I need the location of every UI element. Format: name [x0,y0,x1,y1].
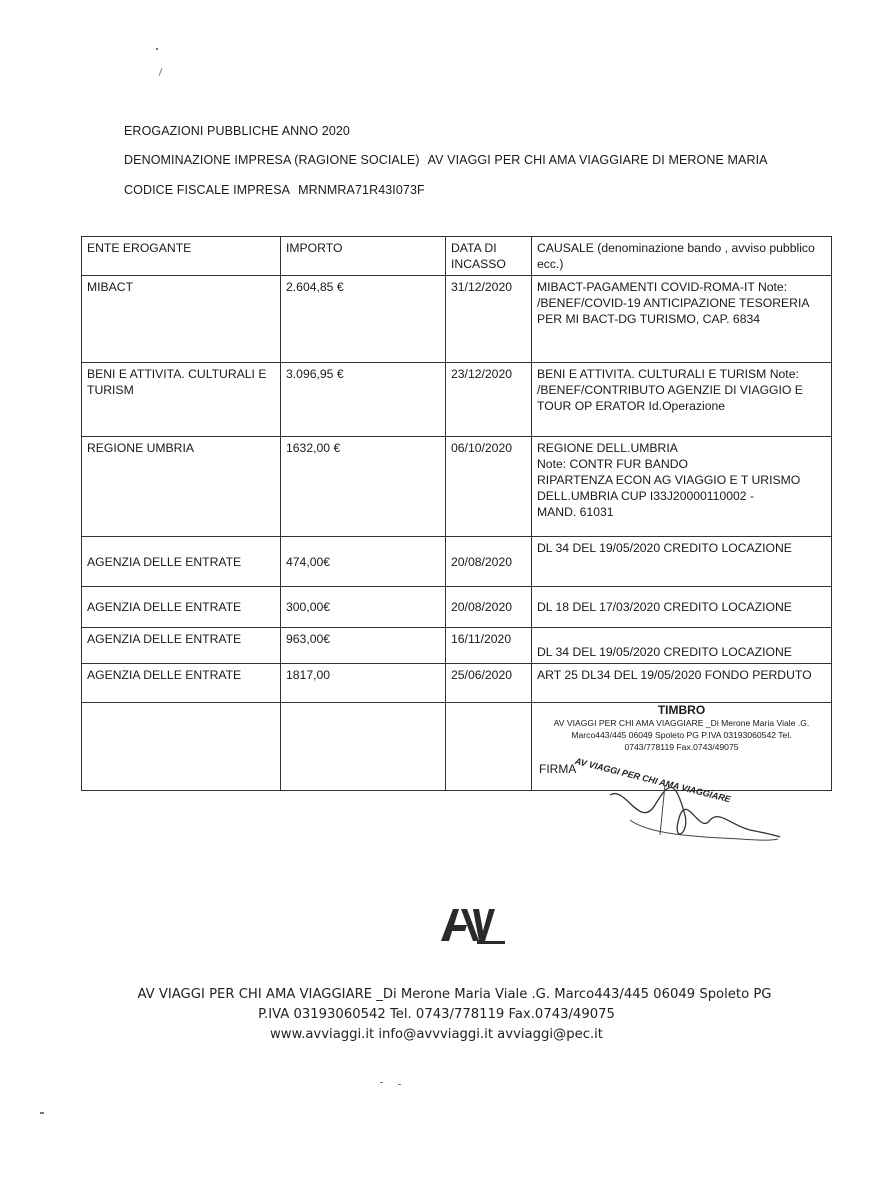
cell-empty [281,703,446,791]
company-name-label: DENOMINAZIONE IMPRESA (RAGIONE SOCIALE) [124,153,420,167]
grants-table [81,236,832,805]
cell-data: 20/08/2020 [446,537,532,587]
cell-data: 23/12/2020 [446,363,532,437]
cell-causale: DL 18 DEL 17/03/2020 CREDITO LOCAZIONE [532,587,832,628]
cell-ente: AGENZIA DELLE ENTRATE [82,628,281,664]
cell-data: 06/10/2020 [446,437,532,537]
cell-causale: DL 34 DEL 19/05/2020 CREDITO LOCAZIONE [532,537,832,587]
table-row [82,437,832,537]
table-row [82,537,832,587]
cell-ente: AGENZIA DELLE ENTRATE [82,587,281,628]
scan-speck [398,1084,401,1085]
cell-causale: DL 34 DEL 19/05/2020 CREDITO LOCAZIONE [532,628,832,664]
cell-empty [82,703,281,791]
cell-ente: AGENZIA DELLE ENTRATE [82,537,281,587]
cell-importo: 1817,00 [281,664,446,703]
footer-web: www.avviaggi.it info@avvviaggi.it avviaggi@pec.it [270,1027,603,1042]
stamp-title: TIMBRO [657,703,706,717]
handwritten-signature [580,775,790,855]
cell-data: 20/08/2020 [446,587,532,628]
signature-stamp: AV VIAGGI PER CHI AMA VIAGGIARE [573,755,732,805]
footer-contacts: P.IVA 03193060542 Tel. 0743/778119 Fax.0743/49075 [258,1007,615,1022]
cell-causale: REGIONE DELL.UMBRIA Note: CONTR FUR BANDO RIPARTENZA ECON AG VIAGGIO E T URISMO DELL.UMBRIA CUP I33J20000110002 - MAND. 61031 [532,437,832,537]
cell-causale: ART 25 DL34 DEL 19/05/2020 FONDO PERDUTO [532,664,832,703]
footer [0,985,873,1045]
cell-ente: BENI E ATTIVITA. CULTURALI E TURISM [82,363,281,437]
table-header-row [82,237,832,276]
header-importo: IMPORTO [281,237,446,276]
header-data: DATA DI INCASSO [446,237,532,276]
cell-importo: 474,00€ [281,537,446,587]
cell-importo: 1632,00 € [281,437,446,537]
company-name-line [124,153,768,167]
table-row [82,628,832,664]
cell-empty [446,703,532,791]
firma-label: FIRMA [539,762,577,776]
document-title: EROGAZIONI PUBBLICHE ANNO 2020 [124,124,350,138]
scan-speck [156,48,158,50]
cell-causale: BENI E ATTIVITA. CULTURALI E TURISM Note: /BENEF/CONTRIBUTO AGENZIE DI VIAGGIO E TOUR OP ERATOR Id.Operazione [532,363,832,437]
header-ente: ENTE EROGANTE [82,237,281,276]
footer-address: AV VIAGGI PER CHI AMA VIAGGIARE _Di Merone Maria Viale .G. Marco443/445 06049 Spoleto PG [137,987,772,1002]
table-row [82,276,832,363]
tax-code-label: CODICE FISCALE IMPRESA [124,183,291,197]
cell-ente: AGENZIA DELLE ENTRATE [82,664,281,703]
header-causale: CAUSALE (denominazione bando , avviso pubblico ecc.) [532,237,832,276]
cell-causale: MIBACT-PAGAMENTI COVID-ROMA-IT Note: /BENEF/COVID-19 ANTICIPAZIONE TESORERIA PER MI BACT-DG TURISMO, CAP. 6834 [532,276,832,363]
company-stamp: AV VIAGGI PER CHI AMA VIAGGIARE _Di Merone Maria Viale .G. Marco443/445 06049 Spoleto PG P.IVA 03193060542 Tel. 0743/778119 Fax.0743/49075 [553,718,810,752]
table-row [82,363,832,437]
company-logo [437,905,507,947]
cell-ente: MIBACT [82,276,281,363]
scan-speck [40,1112,44,1114]
tax-code-value: MRNMRA71R43I073F [298,183,425,197]
table-row [82,664,832,703]
cell-importo: 963,00€ [281,628,446,664]
scan-speck [380,1082,383,1083]
cell-importo: 3.096,95 € [281,363,446,437]
table-row [82,587,832,628]
cell-data: 25/06/2020 [446,664,532,703]
tax-code-line [124,183,425,197]
cell-importo: 2.604,85 € [281,276,446,363]
scan-speck [159,68,163,76]
cell-data: 16/11/2020 [446,628,532,664]
cell-importo: 300,00€ [281,587,446,628]
cell-ente: REGIONE UMBRIA [82,437,281,537]
company-name-value: AV VIAGGI PER CHI AMA VIAGGIARE DI MERONE MARIA [427,153,768,167]
cell-data: 31/12/2020 [446,276,532,363]
